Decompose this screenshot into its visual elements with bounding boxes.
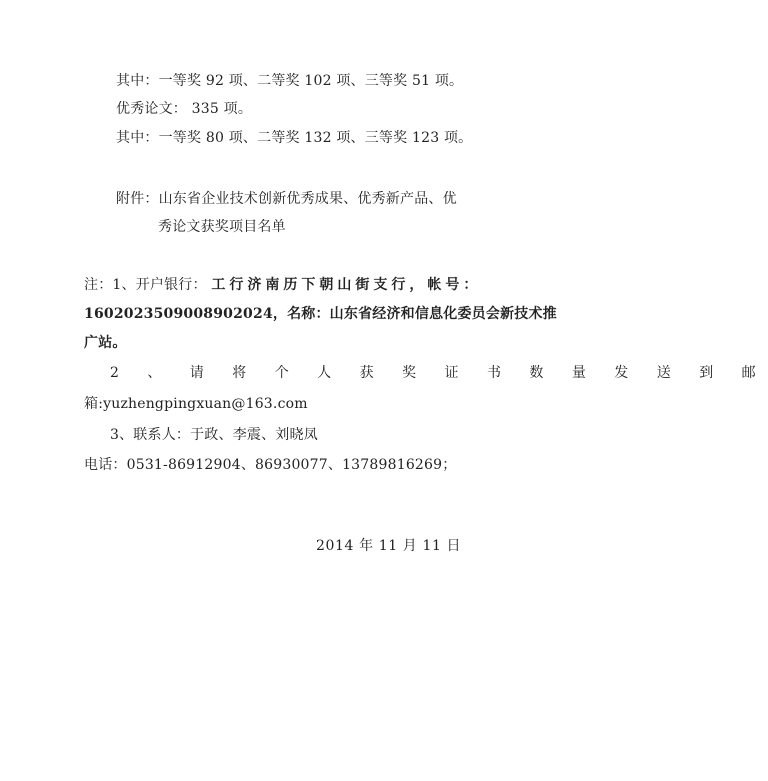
bank-account-name-line-2: 广站。 [84,335,127,351]
phone-line: 电话：0531-86912904、86930077、13789816269； [84,457,457,473]
attachment-line-1: 附件：山东省企业技术创新优秀成果、优秀新产品、优 [116,191,457,207]
award-summary-line-1: 其中：一等奖 92 项、二等奖 102 项、三等奖 51 项。 [116,73,464,89]
attachment-line-2: 秀论文获奖项目名单 [158,219,286,235]
notes-prefix: 注：1、开户银行： [84,277,207,293]
email-line: 箱:yuzhengpingxuan@163.com [84,396,308,412]
document-date: 2014 年 11 月 11 日 [316,538,462,554]
award-summary-line-3: 其中：一等奖 80 项、二等奖 132 项、三等奖 123 项。 [116,130,473,146]
bank-account-name-line-1: 1602023509008902024，名称：山东省经济和信息化委员会新技术推 [84,306,557,322]
award-summary-line-2: 优秀论文： 335 项。 [116,101,253,117]
notes-line-1 [84,275,481,295]
notes-item-2: 2 、 请 将 个 人 获 奖 证 书 数 量 发 送 到 邮 [110,365,768,381]
bank-account-info: 工行济南历下朝山街支行，帐号： [211,277,482,293]
contact-line: 3、联系人：于政、李震、刘晓凤 [110,427,318,443]
